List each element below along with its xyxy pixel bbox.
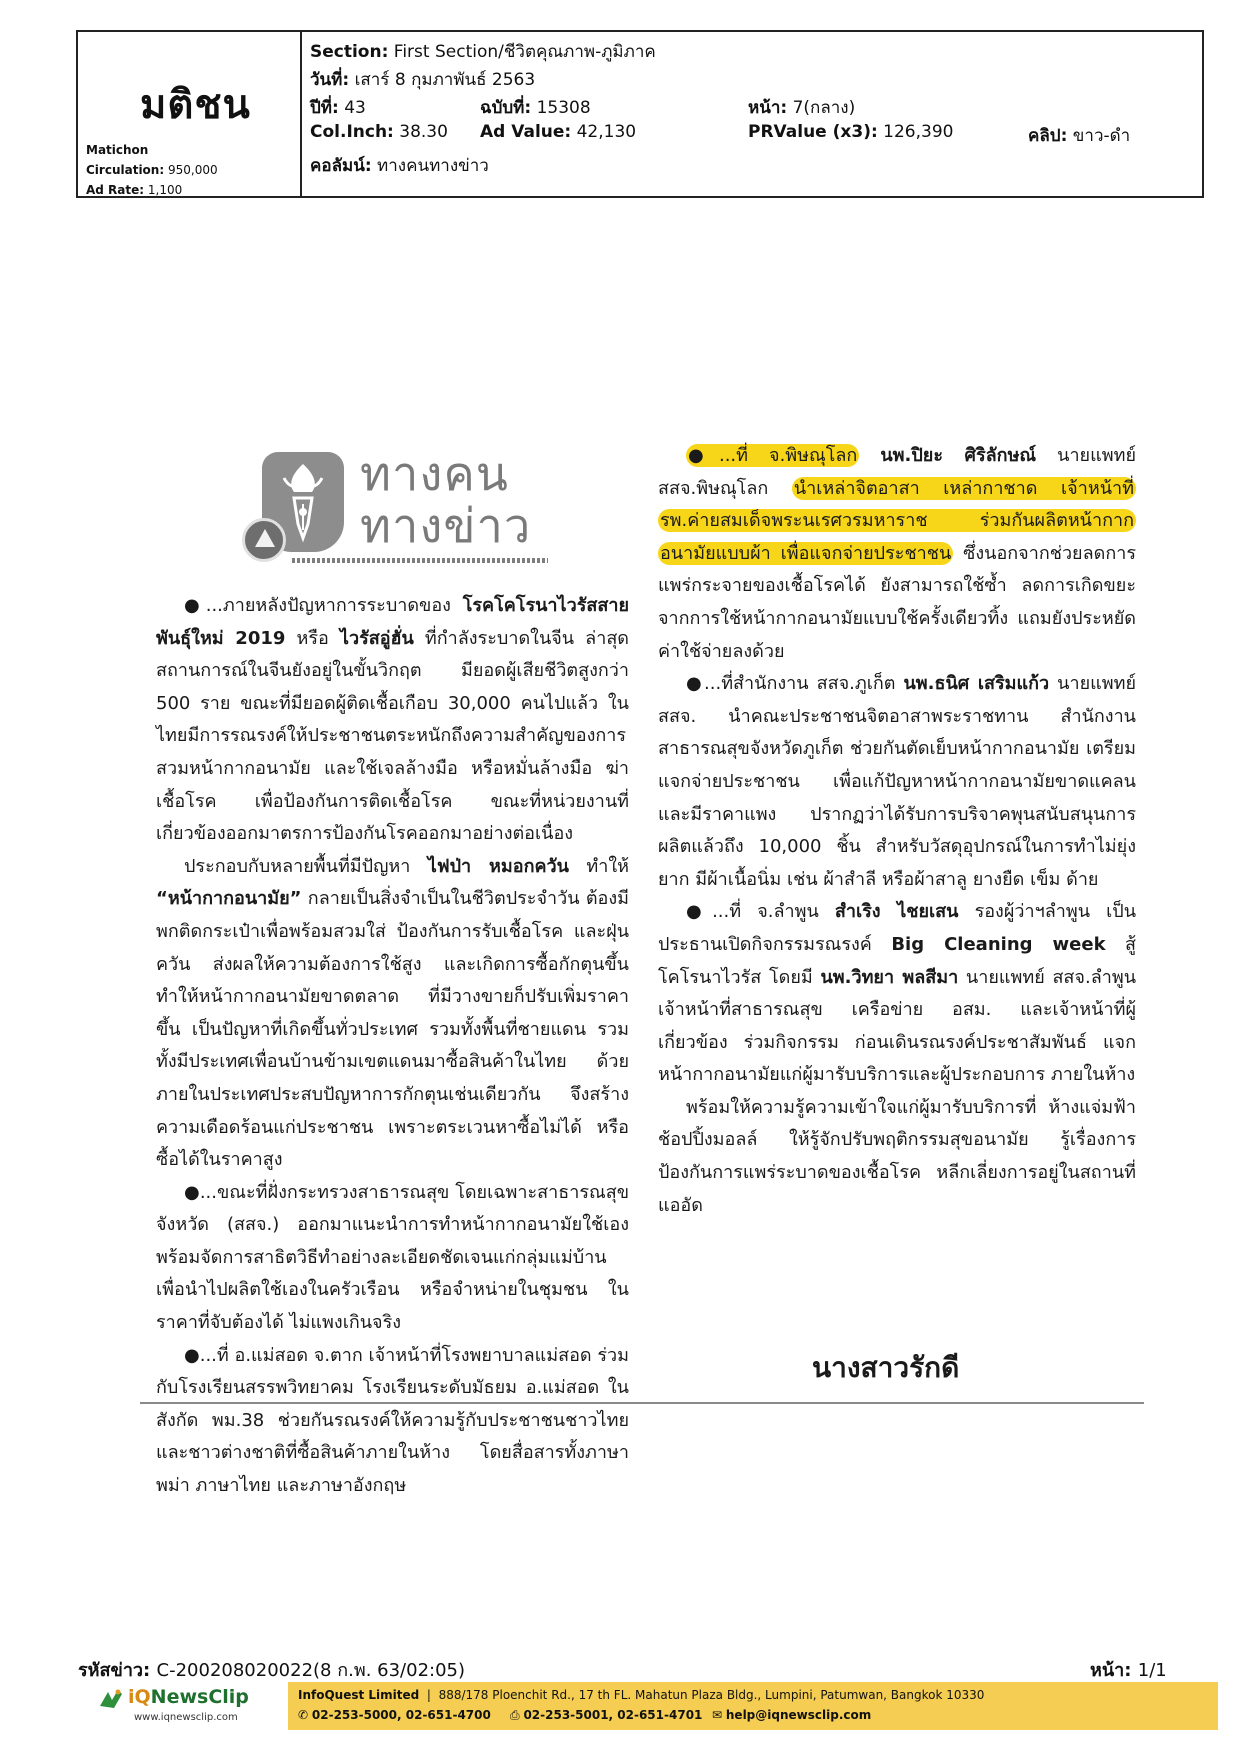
- highlight-mask-project: นำเหล่าจิตอาสา เหล่ากาชาด เจ้าหน้าที่ รพ.ค่ายสมเด็จพระนเรศวรมหาราช ร่วมกันผลิตหน้ากากอนามัยแบบผ้า เพื่อแจกจ่ายประชาชน: [660, 477, 1134, 564]
- footer-contact-bar: InfoQuest Limited | 888/178 Ploenchit Rd., 17 th FL. Mahatun Plaza Bldg., Lumpini, Patumwan, Bangkok 10330 ✆ 02-253-5000, 02-651-4700 ⎙ 02-253-5001, 02-651-4701 ✉ help@iqnewsclip.com: [288, 1682, 1218, 1730]
- date-row: [310, 66, 535, 93]
- logo-text-line2: ทางข่าว: [360, 499, 532, 554]
- publication-name: Matichon: [86, 143, 149, 157]
- section-row: [310, 38, 656, 65]
- footer-page-value: 1/1: [1137, 1660, 1167, 1681]
- logo-dotted-rule: [292, 558, 548, 563]
- clip-label: คลิป:: [1028, 126, 1068, 146]
- page-value: 7(กลาง): [792, 98, 856, 118]
- section-label: Section:: [310, 42, 389, 62]
- clipping-details: [302, 32, 1202, 196]
- date-value: เสาร์ 8 กุมภาพันธ์ 2563: [354, 70, 536, 90]
- footer-page: [1090, 1655, 1167, 1684]
- email-icon: ✉: [712, 1708, 723, 1722]
- issue-label: ฉบับที่:: [480, 98, 532, 118]
- footer-page-label: หน้า:: [1090, 1660, 1132, 1681]
- publication-logo: มติชน: [140, 82, 251, 128]
- clipping-header: [76, 30, 1204, 198]
- paragraph-phitsanulok: ●...ที่ จ.พิษณุโลก นพ.ปิยะ ศิริลักษณ์ นายแพทย์ สสจ.พิษณุโลก นำเหล่าจิตอาสา เหล่ากาชาด เจ้าหน้าที่ รพ.ค่ายสมเด็จพระนเรศวรมหาราช ร่วมกันผลิตหน้ากากอนามัยแบบผ้า เพื่อแจกจ่ายประชาชน ซึ่งนอกจากช่วยลดการแพร่กระจายของเชื้อโรคได้ ยังสามารถใช้ซ้ำ ลดการเกิดขยะจากการใช้หน้ากากอนามัยแบบใช้ครั้งเดียวทิ้ง แถมยังประหยัดค่าใช้จ่ายลงด้วย: [658, 445, 1136, 662]
- adrate-value: 1,100: [147, 183, 183, 197]
- advalue-row: [480, 122, 636, 142]
- mountain-seal-icon: [242, 518, 286, 562]
- company-address: 888/178 Ploenchit Rd., 17 th FL. Mahatun Plaza Bldg., Lumpini, Patumwan, Bangkok 10330: [438, 1688, 985, 1702]
- column-value: ทางคนทางข่าว: [377, 156, 489, 176]
- paragraph-mall: พร้อมให้ความรู้ความเข้าใจแก่ผู้มารับบริการที่ ห้างแจ่มฟ้า ช้อปปิ้งมอลล์ ให้รู้จักปรับพฤติกรรมสุขอนามัย รู้เรื่องการป้องกันการแพร่ระบาดของเชื้อโรค หลีกเลี่ยงการอยู่ในสถานที่แออัด: [658, 1096, 1136, 1216]
- fax-contact: ⎙ 02-253-5001, 02-651-4701: [510, 1708, 703, 1722]
- publication-meta: [86, 140, 218, 200]
- logo-text-line1: ทางคน: [360, 447, 509, 502]
- logo-name-iq: iQ: [128, 1686, 151, 1708]
- adrate-label: Ad Rate:: [86, 183, 145, 197]
- phone-icon: ✆: [298, 1708, 309, 1722]
- section-value: First Section/ชีวิตคุณภาพ-ภูมิภาค: [393, 42, 656, 62]
- paragraph-lamphun: ●...ที่ จ.ลำพูน สำเริง ไชยเสน รองผู้ว่าฯลำพูน เป็นประธานเปิดกิจกรรมรณรงค์ Big Cleaning week สู้โคโรนาไวรัส โดยมี นพ.วิทยา พลสีมา นายแพทย์ สสจ.ลำพูน เจ้าหน้าที่สาธารณสุข เครือข่าย อสม. และเจ้าหน้าที่ผู้เกี่ยวข้อง ร่วมกิจกรรม ก่อนเดินรณรงค์ประชาสัมพันธ์ แจกหน้ากากอนามัยแก่ผู้มารับบริการและผู้ประกอบการ ภายในห้าง: [658, 901, 1136, 1086]
- prvalue-value: 126,390: [883, 122, 954, 142]
- date-label: วันที่:: [310, 70, 350, 90]
- news-code: [78, 1655, 465, 1684]
- year-value: 43: [344, 98, 366, 118]
- paragraph-ministry: ●...ขณะที่ฝั่งกระทรวงสาธารณสุข โดยเฉพาะสาธารณสุขจังหวัด (สสจ.) ออกมาแนะนำการทำหน้ากากอนามัยใช้เอง พร้อมจัดการสาธิตวิธีทำอย่างละเอียดชัดเจนแก่กลุ่มแม่บ้าน เพื่อนำไปผลิตใช้เองในครัวเรือน หรือจำหน่ายในชุมชน ในราคาที่จับต้องได้ ไม่แพงเกินจริง: [156, 1181, 629, 1334]
- advalue-value: 42,130: [576, 122, 637, 142]
- publication-panel: [78, 32, 302, 196]
- author-signature: นางสาวรักดี: [812, 1351, 960, 1384]
- news-code-label: รหัสข่าว:: [78, 1660, 151, 1681]
- email-contact: ✉ help@iqnewsclip.com: [712, 1708, 872, 1722]
- colinch-label: Col.Inch:: [310, 122, 394, 142]
- iq-bird-icon: [98, 1688, 124, 1710]
- page-row: [748, 94, 855, 121]
- column-logo: [236, 447, 554, 564]
- year-label: ปีที่:: [310, 98, 339, 118]
- issue-value: 15308: [536, 98, 591, 118]
- column-row: [310, 152, 489, 179]
- issue-row: [480, 94, 591, 121]
- colinch-row: [310, 122, 448, 142]
- clip-row: [1028, 122, 1130, 149]
- prvalue-row: [748, 122, 953, 142]
- news-code-value: C-200208020022(8 ก.พ. 63/02:05): [156, 1660, 466, 1681]
- paragraph-phuket: ●...ที่สำนักงาน สสจ.ภูเก็ต นพ.ธนิศ เสริมแก้ว นายแพทย์ สสจ. นำคณะประชาชนจิตอาสาพระราชทาน สำนักงานสาธารณสุขจังหวัดภูเก็ต ช่วยกันตัดเย็บหน้ากากอนามัย เตรียมแจกจ่ายประชาชน เพื่อแก้ปัญหาหน้ากากอนามัยขาดแคลนและมีราคาแพง ปรากฏว่าได้รับการบริจาคพุนสนับสนุนการผลิตแล้วถึง 10,000 ชิ้น สำหรับวัสดุอุปกรณ์ในการทำไม่ยุ่งยาก มีผ้าเนื้อนิ่ม เช่น ผ้าสำลี หรือผ้าสาลู ยางยืด เข็ม ด้าย: [658, 673, 1136, 890]
- logo-url: www.iqnewsclip.com: [134, 1712, 238, 1723]
- year-row: [310, 94, 366, 121]
- page-label: หน้า:: [748, 98, 788, 118]
- fax-icon: ⎙: [510, 1708, 520, 1722]
- column-label: คอลัมน์:: [310, 156, 372, 176]
- circulation-value: 950,000: [167, 163, 218, 177]
- clip-value: ขาว-ดำ: [1072, 126, 1131, 146]
- prvalue-label: PRValue (x3):: [748, 122, 878, 142]
- article-divider: [140, 1402, 1144, 1404]
- paragraph-maesot: ●...ที่ อ.แม่สอด จ.ตาก เจ้าหน้าที่โรงพยาบาลแม่สอด ร่วมกับโรงเรียนสรรพวิทยาคม โรงเรียนระดับมัธยม อ.แม่สอด ในสังกัด พม.38 ช่วยกันรณรงค์ให้ความรู้กับประชาชนชาวไทยและชาวต่างชาติที่ซื้อสินค้าภายในห้าง โดยสื่อสารทั้งภาษาพม่า ภาษาไทย และภาษาอังกฤษ: [156, 1344, 629, 1497]
- logo-name-newsclip: NewsClip: [150, 1686, 249, 1708]
- article-column-2: [658, 440, 1136, 1222]
- paragraph-haze: ประกอบกับหลายพื้นที่มีปัญหา ไฟป่า หมอกควัน ทำให้ “หน้ากากอนามัย” กลายเป็นสิ่งจำเป็นในชีวิตประจำวัน ต้องมีพกติดกระเป๋าเพื่อพร้อมสวมใส่ ป้องกันการรับเชื้อโรค และฝุ่นควัน ส่งผลให้ความต้องการใช้สูง และเกิดการซื้อกักตุนขึ้น ทำให้หน้ากากอนามัยขาดตลาด ที่มีวางขายก็ปรับเพิ่มราคาขึ้น เป็นปัญหาที่เกิดขึ้นทั่วประเทศ รวมทั้งพื้นที่ชายแดน รวมทั้งมีประเทศเพื่อนบ้านข้ามเขตแดนมาซื้อสินค้าในไทย ด้วยภายในประเทศประสบปัญหาการกักตุนเช่นเดียวกัน จึงสร้างความเดือดร้อนแก่ประชาชน เพราะตระเวนหาซื้อไม่ได้ หรือซื้อได้ในราคาสูง: [156, 855, 629, 1171]
- phone-contact: ✆ 02-253-5000, 02-651-4700: [298, 1708, 491, 1722]
- advalue-label: Ad Value:: [480, 122, 572, 142]
- colinch-value: 38.30: [399, 122, 448, 142]
- circulation-label: Circulation:: [86, 163, 165, 177]
- paragraph-intro: ●...ภายหลังปัญหาการระบาดของ โรคโคโรนาไวรัสสายพันธุ์ใหม่ 2019 หรือ ไวรัสอู่ฮั่น ที่กำลังระบาดในจีน ล่าสุด สถานการณ์ในจีนยังอยู่ในขั้นวิกฤต มียอดผู้เสียชีวิตสูงกว่า 500 ราย ขณะที่มียอดผู้ติดเชื้อเกือบ 30,000 คนไปแล้ว ในไทยมีการรณรงค์ให้ประชาชนตระหนักถึงความสำคัญของการสวมหน้ากากอนามัย และใช้เจลล้างมือ หรือหมั่นล้างมือ ฆ่าเชื้อโรค เพื่อป้องกันการติดเชื้อโรค ขณะที่หน่วยงานที่เกี่ยวข้องออกมาตรการป้องกันโรคออกมาอย่างต่อเนื่อง: [156, 595, 629, 845]
- iqnewsclip-logo: [98, 1686, 288, 1730]
- article-column-1: [156, 590, 629, 1503]
- company-name: InfoQuest Limited: [298, 1688, 420, 1702]
- highlight-location: ●...ที่ จ.พิษณุโลก: [688, 445, 858, 466]
